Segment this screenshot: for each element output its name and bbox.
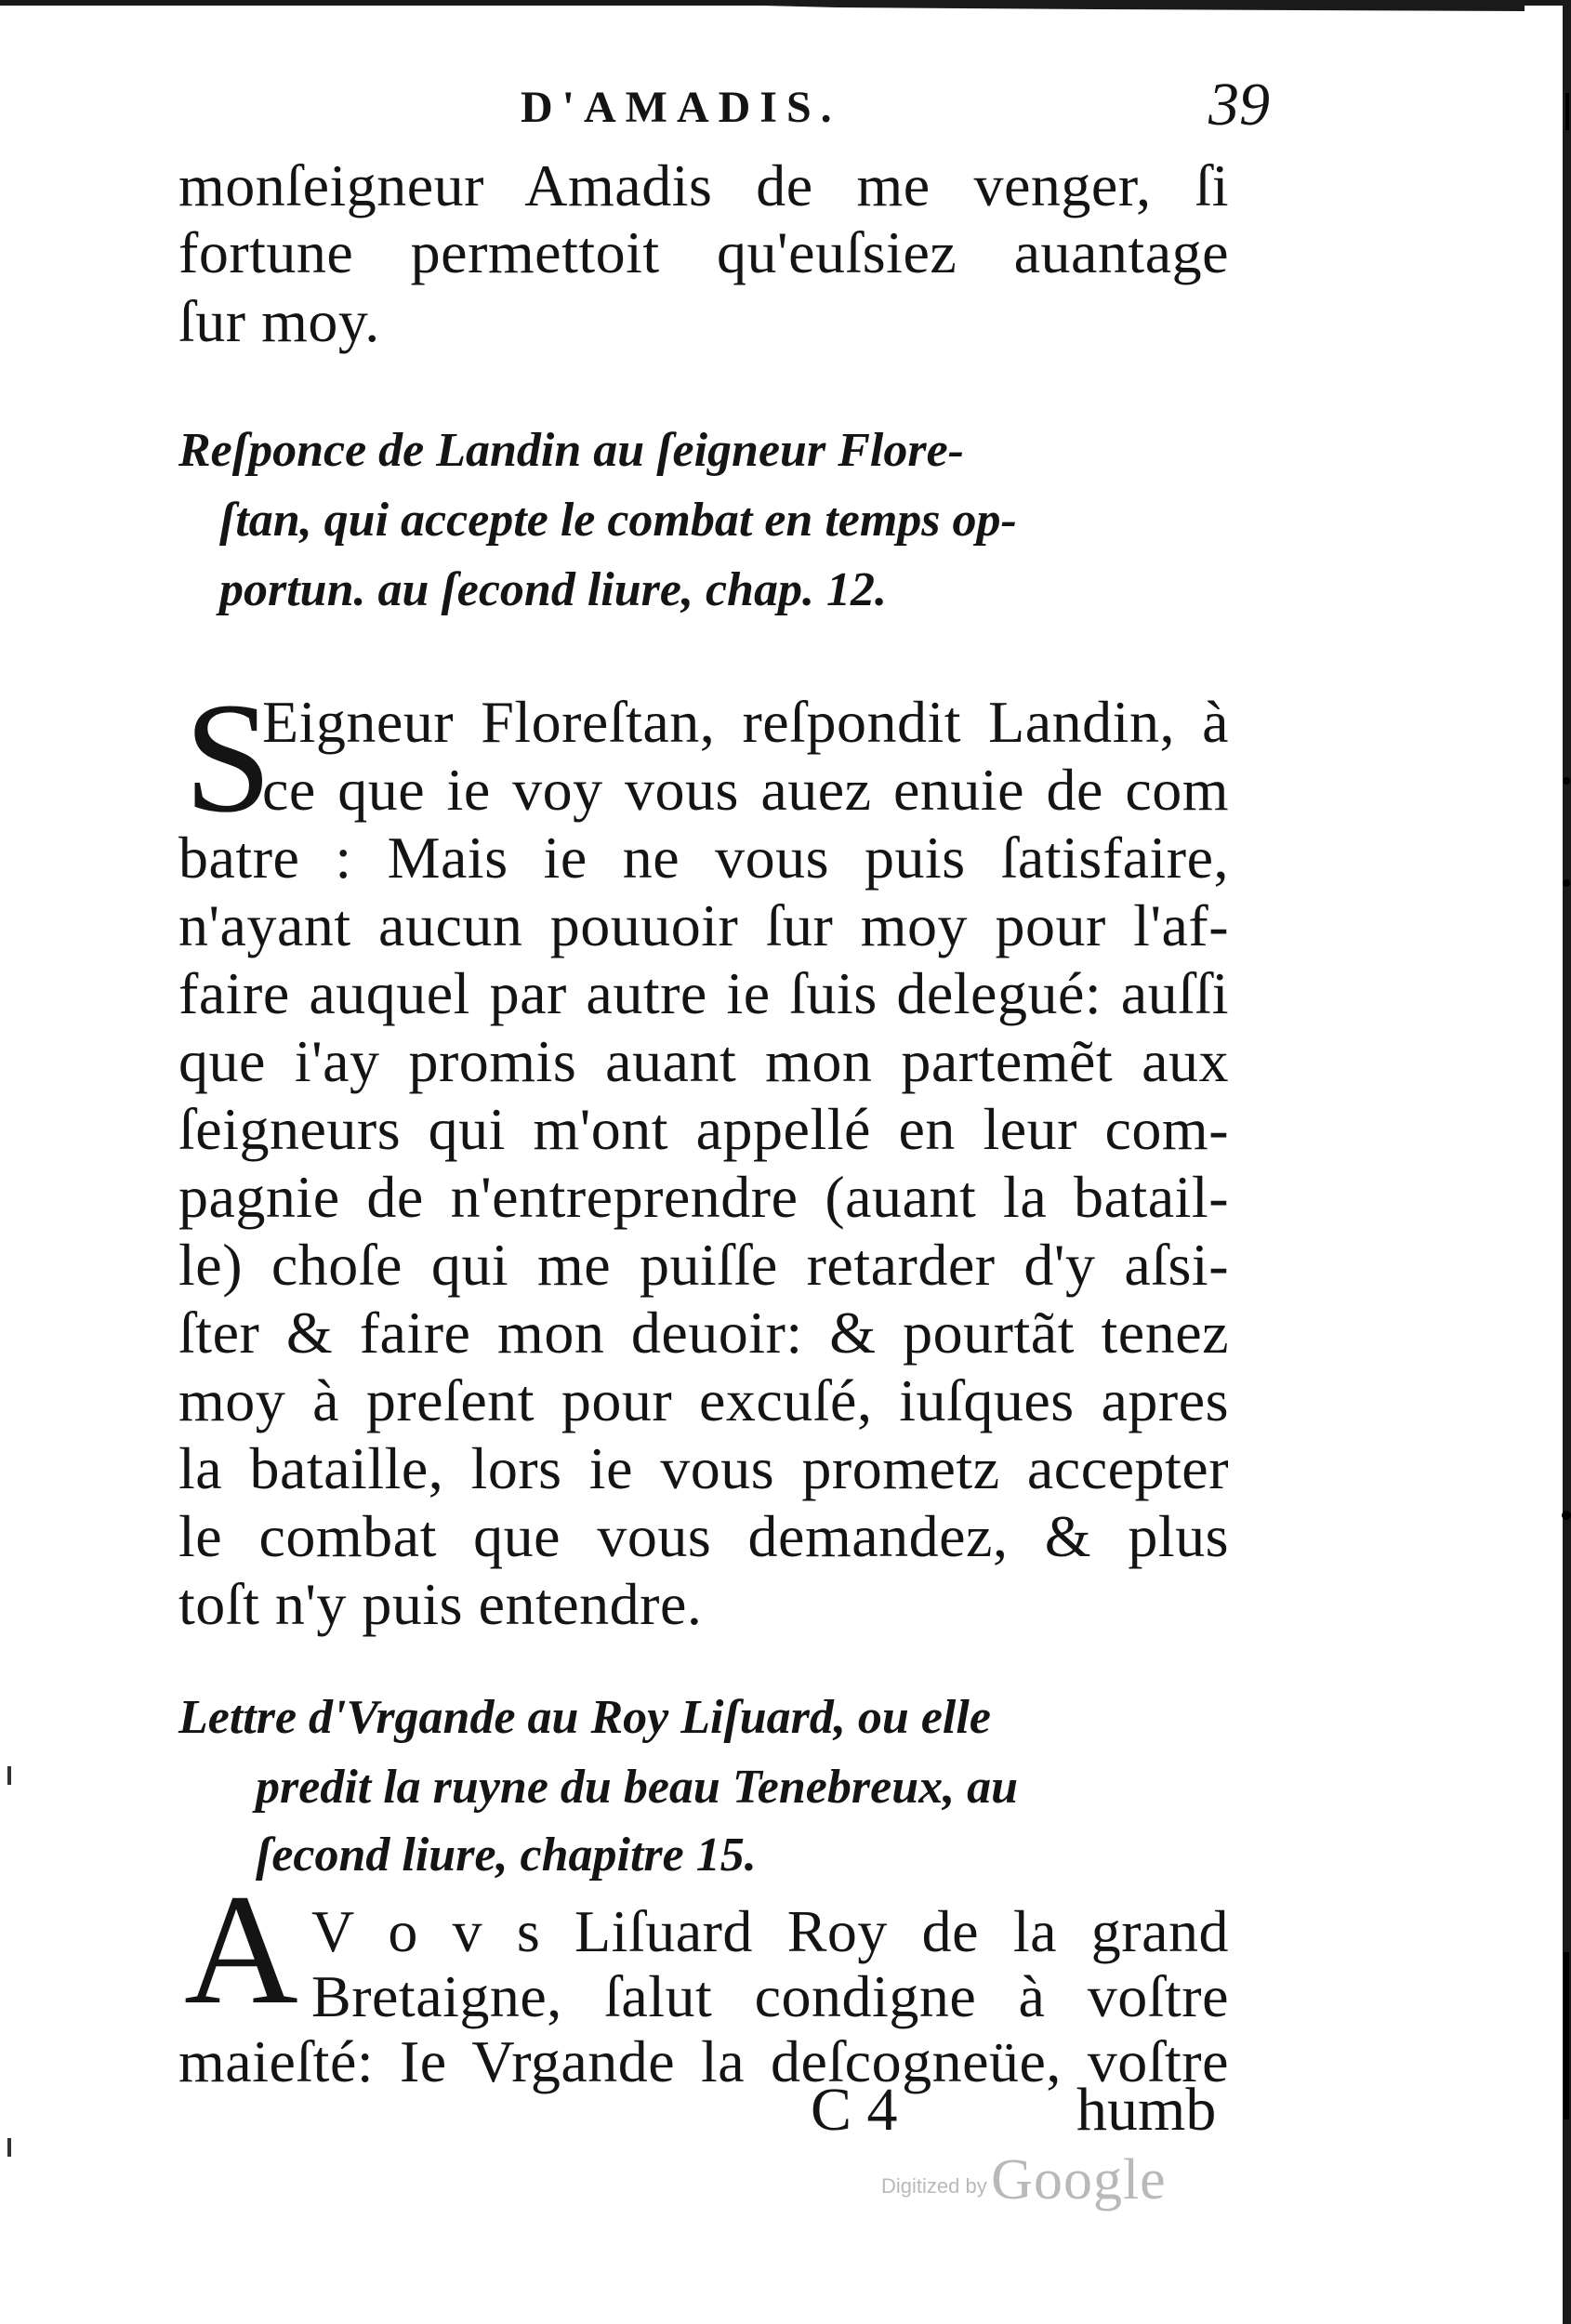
- text-line: monſeigneur Amadis de me venger, ſi: [178, 152, 1229, 218]
- text-line: ſter & faire mon deuoir: & pourtãt tenez: [178, 1300, 1229, 1366]
- text-line: fortune permettoit qu'euſsiez auantage: [178, 219, 1229, 285]
- watermark-prefix: Digitized by: [881, 2174, 987, 2198]
- digitized-watermark: [881, 2147, 1167, 2213]
- text-line: ſur moy.: [178, 288, 380, 354]
- text-line: V o v s Liſuard Roy de la grand: [311, 1898, 1229, 1964]
- drop-cap: A: [184, 1862, 298, 2037]
- text-line: la bataille, lors ie vous prometz accepter: [178, 1435, 1229, 1501]
- signature-mark: C 4: [811, 2076, 898, 2144]
- text-line: Bretaigne, ſalut condigne à voſtre: [311, 1963, 1229, 2029]
- text-line: Eigneur Floreſtan, reſpondit Landin, à: [262, 689, 1229, 755]
- google-logo: Google: [991, 2148, 1167, 2212]
- text-line: le) choſe qui me puiſſe retarder d'y aſsi-: [178, 1232, 1229, 1298]
- text-line: n'ayant aucun pouuoir ſur moy pour l'af-: [178, 892, 1229, 958]
- section-heading-line: ſecond liure, chapitre 15.: [256, 1829, 757, 1882]
- section-heading-line: portun. au ſecond liure, chap. 12.: [219, 563, 887, 616]
- section-heading-line: predit la ruyne du beau Tenebreux, au: [256, 1761, 1019, 1814]
- text-line: ce que ie voy vous auez enuie de com: [262, 757, 1229, 823]
- page-number: 39: [1208, 71, 1270, 139]
- text-line: pagnie de n'entreprendre (auant la batail-: [178, 1164, 1229, 1230]
- text-line: toſt n'y puis entendre.: [178, 1571, 703, 1637]
- text-line: maieſté: Ie Vrgande la deſcogneüe, voſtre: [178, 2028, 1229, 2094]
- section-heading-line: ſtan, qui accepte le combat en temps op-: [219, 494, 1017, 547]
- text-line: ſeigneurs qui m'ont appellé en leur com-: [178, 1096, 1229, 1162]
- text-line: faire auquel par autre ie ſuis delegué: auſſi: [178, 960, 1229, 1026]
- text-line: le combat que vous demandez, & plus: [178, 1503, 1229, 1569]
- drop-cap: S: [184, 670, 272, 845]
- section-heading-line: Reſponce de Landin au ſeigneur Flore-: [178, 424, 964, 477]
- text-line: batre : Mais ie ne vous puis ſatisfaire,: [178, 825, 1229, 891]
- text-line: que i'ay promis auant mon partemẽt aux: [178, 1028, 1229, 1094]
- catchword: humb: [1076, 2076, 1217, 2144]
- section-heading-line: Lettre d'Vrgande au Roy Liſuard, ou elle: [178, 1691, 991, 1744]
- text-line: moy à preſent pour excuſé, iuſques apres: [178, 1367, 1229, 1433]
- running-title: D'AMADIS.: [521, 83, 841, 132]
